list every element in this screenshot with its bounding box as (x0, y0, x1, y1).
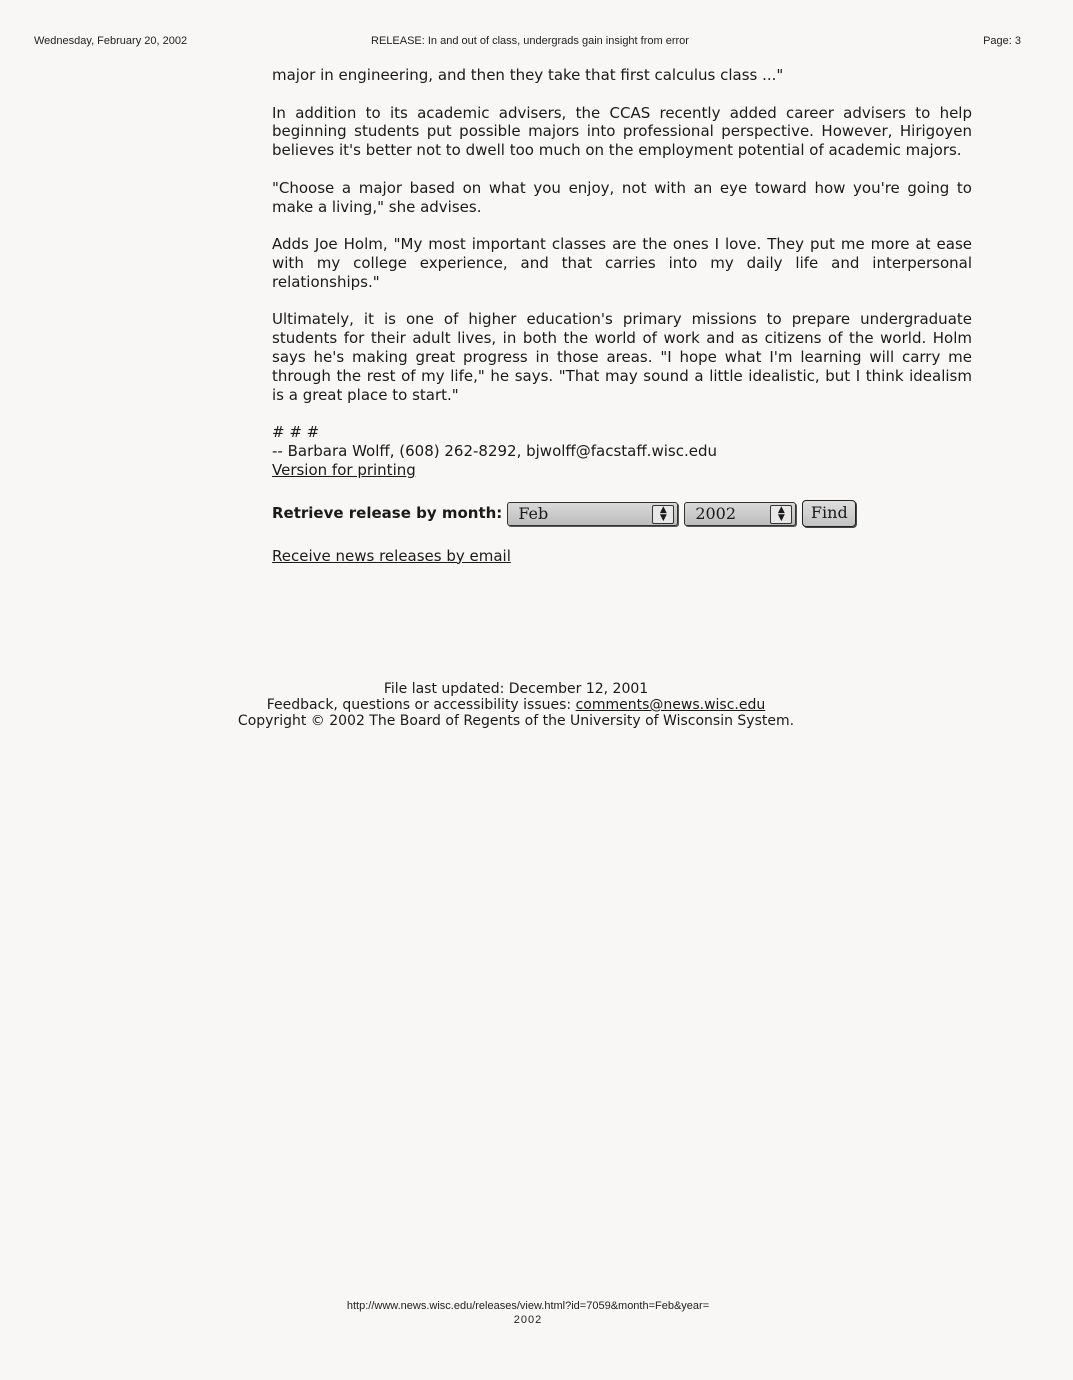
year-select[interactable] (684, 502, 796, 526)
article-paragraph: In addition to its academic advisers, the CCAS recently added career advisers to help beginning students put possible majors into professional perspective. However, Hirigoyen believes it's better not to dwell too much on the employment potential of academic majors. (272, 103, 972, 160)
month-select-arrows-icon: ▲ ▼ (652, 505, 674, 524)
article-paragraph: Ultimately, it is one of higher education's primary missions to prepare undergraduate students for their adult lives, in both the world of work and as citizens of the world. Holm says he's making great progress in those areas. "I hope what I'm learning will carry me through the rest of my life," he says. "That may sound a little idealistic, but I think idealism is a great place to start." (272, 310, 972, 404)
page-footer (226, 681, 806, 729)
signature-block (272, 423, 972, 479)
article-paragraph: major in engineering, and then they take that first calculus class ..." (272, 66, 784, 84)
feedback-line (226, 697, 806, 713)
feedback-label: Feedback, questions or accessibility issues: (266, 697, 576, 713)
print-header (0, 35, 1073, 49)
article-content (272, 66, 972, 565)
month-select-value: Feb (518, 503, 549, 523)
retrieve-label: Retrieve release by month: (272, 504, 503, 523)
receive-news-email-link[interactable]: Receive news releases by email (272, 546, 511, 565)
print-url-continuation: 2002 (513, 1314, 543, 1326)
year-select-value: 2002 (695, 503, 737, 523)
print-date: Wednesday, February 20, 2002 (34, 35, 188, 47)
year-select-arrows-icon: ▲ ▼ (770, 505, 792, 524)
page-number: Page: 3 (983, 35, 1021, 47)
print-title: RELEASE: In and out of class, undergrads gain insight from error (371, 35, 689, 47)
find-button[interactable]: Find (802, 500, 856, 527)
version-for-printing-link[interactable]: Version for printing (272, 460, 416, 479)
contact-line: -- Barbara Wolff, (608) 262-8292, bjwolff@facstaff.wisc.edu (272, 441, 717, 460)
month-select[interactable] (507, 502, 678, 526)
file-updated: File last updated: December 12, 2001 (383, 681, 649, 697)
print-url: http://www.news.wisc.edu/releases/view.html?id=7059&month=Feb&year= (346, 1300, 710, 1312)
article-paragraph: "Choose a major based on what you enjoy, not with an eye toward how you're going to make a living," she advises. (272, 178, 972, 216)
article-paragraph: Adds Joe Holm, "My most important classes are the ones I love. They put me more at ease with my college experience, and that carries into my daily life and interpersonal relationships." (272, 235, 972, 291)
retrieve-release-form (272, 499, 972, 529)
feedback-email-link[interactable]: comments@news.wisc.edu (575, 697, 766, 713)
copyright: Copyright © 2002 The Board of Regents of the University of Wisconsin System. (237, 713, 795, 729)
print-footer (0, 1299, 1056, 1327)
end-mark: # # # (272, 423, 320, 442)
